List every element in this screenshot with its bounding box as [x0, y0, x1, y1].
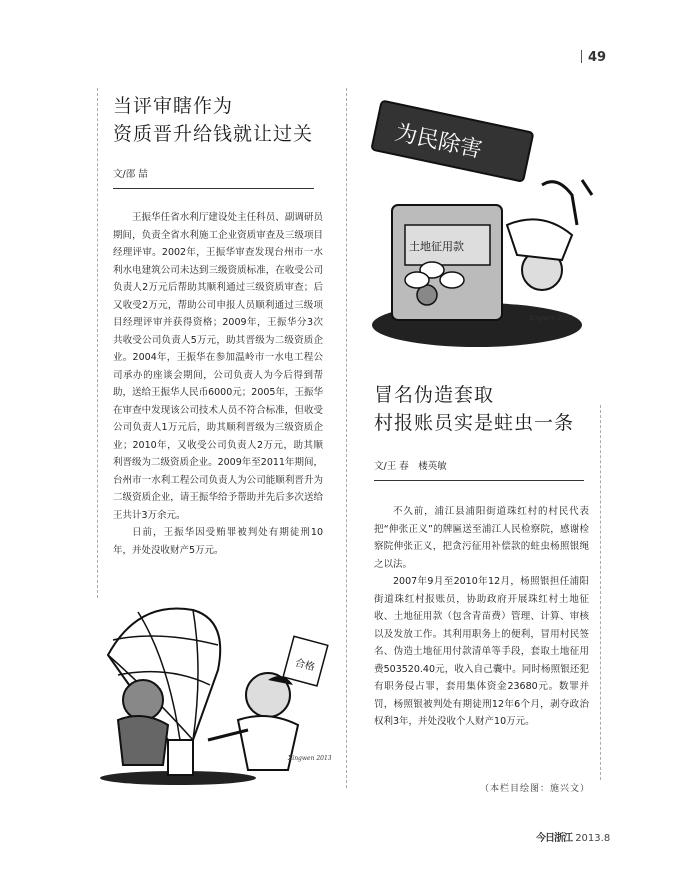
left-article-title: [113, 92, 343, 148]
safe-illustration: [357, 85, 597, 350]
right-title-line2: 村报账员实是蛀虫一条: [374, 412, 575, 434]
footer-brand: 今日浙江: [536, 833, 572, 844]
bottom-illustration-signature: Xingwen 2013: [288, 755, 332, 762]
illustration-credit: （本栏目绘图：施兴文）: [480, 784, 591, 794]
left-article-body: [113, 209, 323, 559]
top-illustration-signature: Xingwen 2013: [529, 315, 573, 322]
column-divider-left: [97, 88, 98, 598]
right-article-body: [374, 503, 589, 731]
left-paragraph-1: 王振华任省水利厅建设处主任科员、副调研员期间，负责全省水利施工企业资质审查及三级项目经理评审。2002年，王振华审查发现台州市一水利水电建筑公司未达到三级资质标准，在收受公司负责人2万元后帮助其顺利通过三级资质审查；后又收受2万元，帮助公司申报人员顺利通过三级项目经理评审并获得资格；2009年，王振华分3次共收受公司负责人5万元，助其晋级为二级资质企业。2004年，王振华在参加温岭市一水电工程公司承办的座谈会期间，公司负责人为今后得到帮助，送给王振华人民币6000元；2005年，王振华在审查中发现该公司技术人员不符合标准，但收受公司负责人1万元后，助其顺利晋级为三级资质企业；2010年，又收受公司负责人2万元，助其顺利晋级为二级资质企业。2009年至2011年期间，台州市一水利工程公司负责人为公司能顺利晋升为二级资质企业，请王振华给予帮助并先后多次送给王共计3万余元。: [113, 212, 323, 521]
right-paragraph-1: 不久前，浦江县浦阳街道珠红村的村民代表把“伸张正义”的牌匾送至浦江人民检察院，感谢检察院伸张正义，把贪污征用补偿款的蛀虫杨照银绳之以法。: [374, 506, 589, 570]
page-footer: [536, 829, 610, 844]
sign-text: 为民除害: [392, 120, 485, 164]
left-article-byline: 文/邵 喆: [113, 169, 148, 180]
left-title-line2: 资质晋升给钱就让过关: [113, 123, 314, 145]
safe-label: 土地征用款: [409, 240, 464, 253]
footer-issue: 2013.8: [575, 833, 611, 844]
paper-text: 合格: [293, 657, 316, 674]
hot-air-balloon-illustration: [98, 600, 338, 785]
column-divider-right: [600, 405, 601, 780]
right-paragraph-2: 2007年9月至2010年12月，杨照银担任浦阳街道珠红村报账员，协助政府开展珠红村土地征收、土地征用款（包含青苗费）管理、计算、审核以及发放工作。其利用职务上的便利，冒用村民签名、伪造土地征用付款清单等手段，套取土地征用费503520.40元，收入自己囊中。同时杨照银还犯有职务侵占罪，套用集体资金23680元。数罪并罚，杨照银被判处有期徒刑12年6个月，剥夺政治权利3年，并处没收个人财产10万元。: [374, 576, 589, 727]
left-title-line1: 当评审瞎作为: [113, 95, 234, 117]
right-article-title: [374, 381, 604, 437]
right-article-rule: [374, 480, 584, 481]
page-number: 49: [581, 50, 606, 65]
left-paragraph-2: 日前，王振华因受贿罪被判处有期徒刑10年，并处没收财产5万元。: [113, 527, 323, 556]
column-divider-center: [346, 88, 347, 788]
right-article-byline: 文/王 春 楼英敏: [374, 461, 447, 472]
left-article-rule: [113, 188, 314, 189]
right-title-line1: 冒名伪造套取: [374, 384, 495, 406]
